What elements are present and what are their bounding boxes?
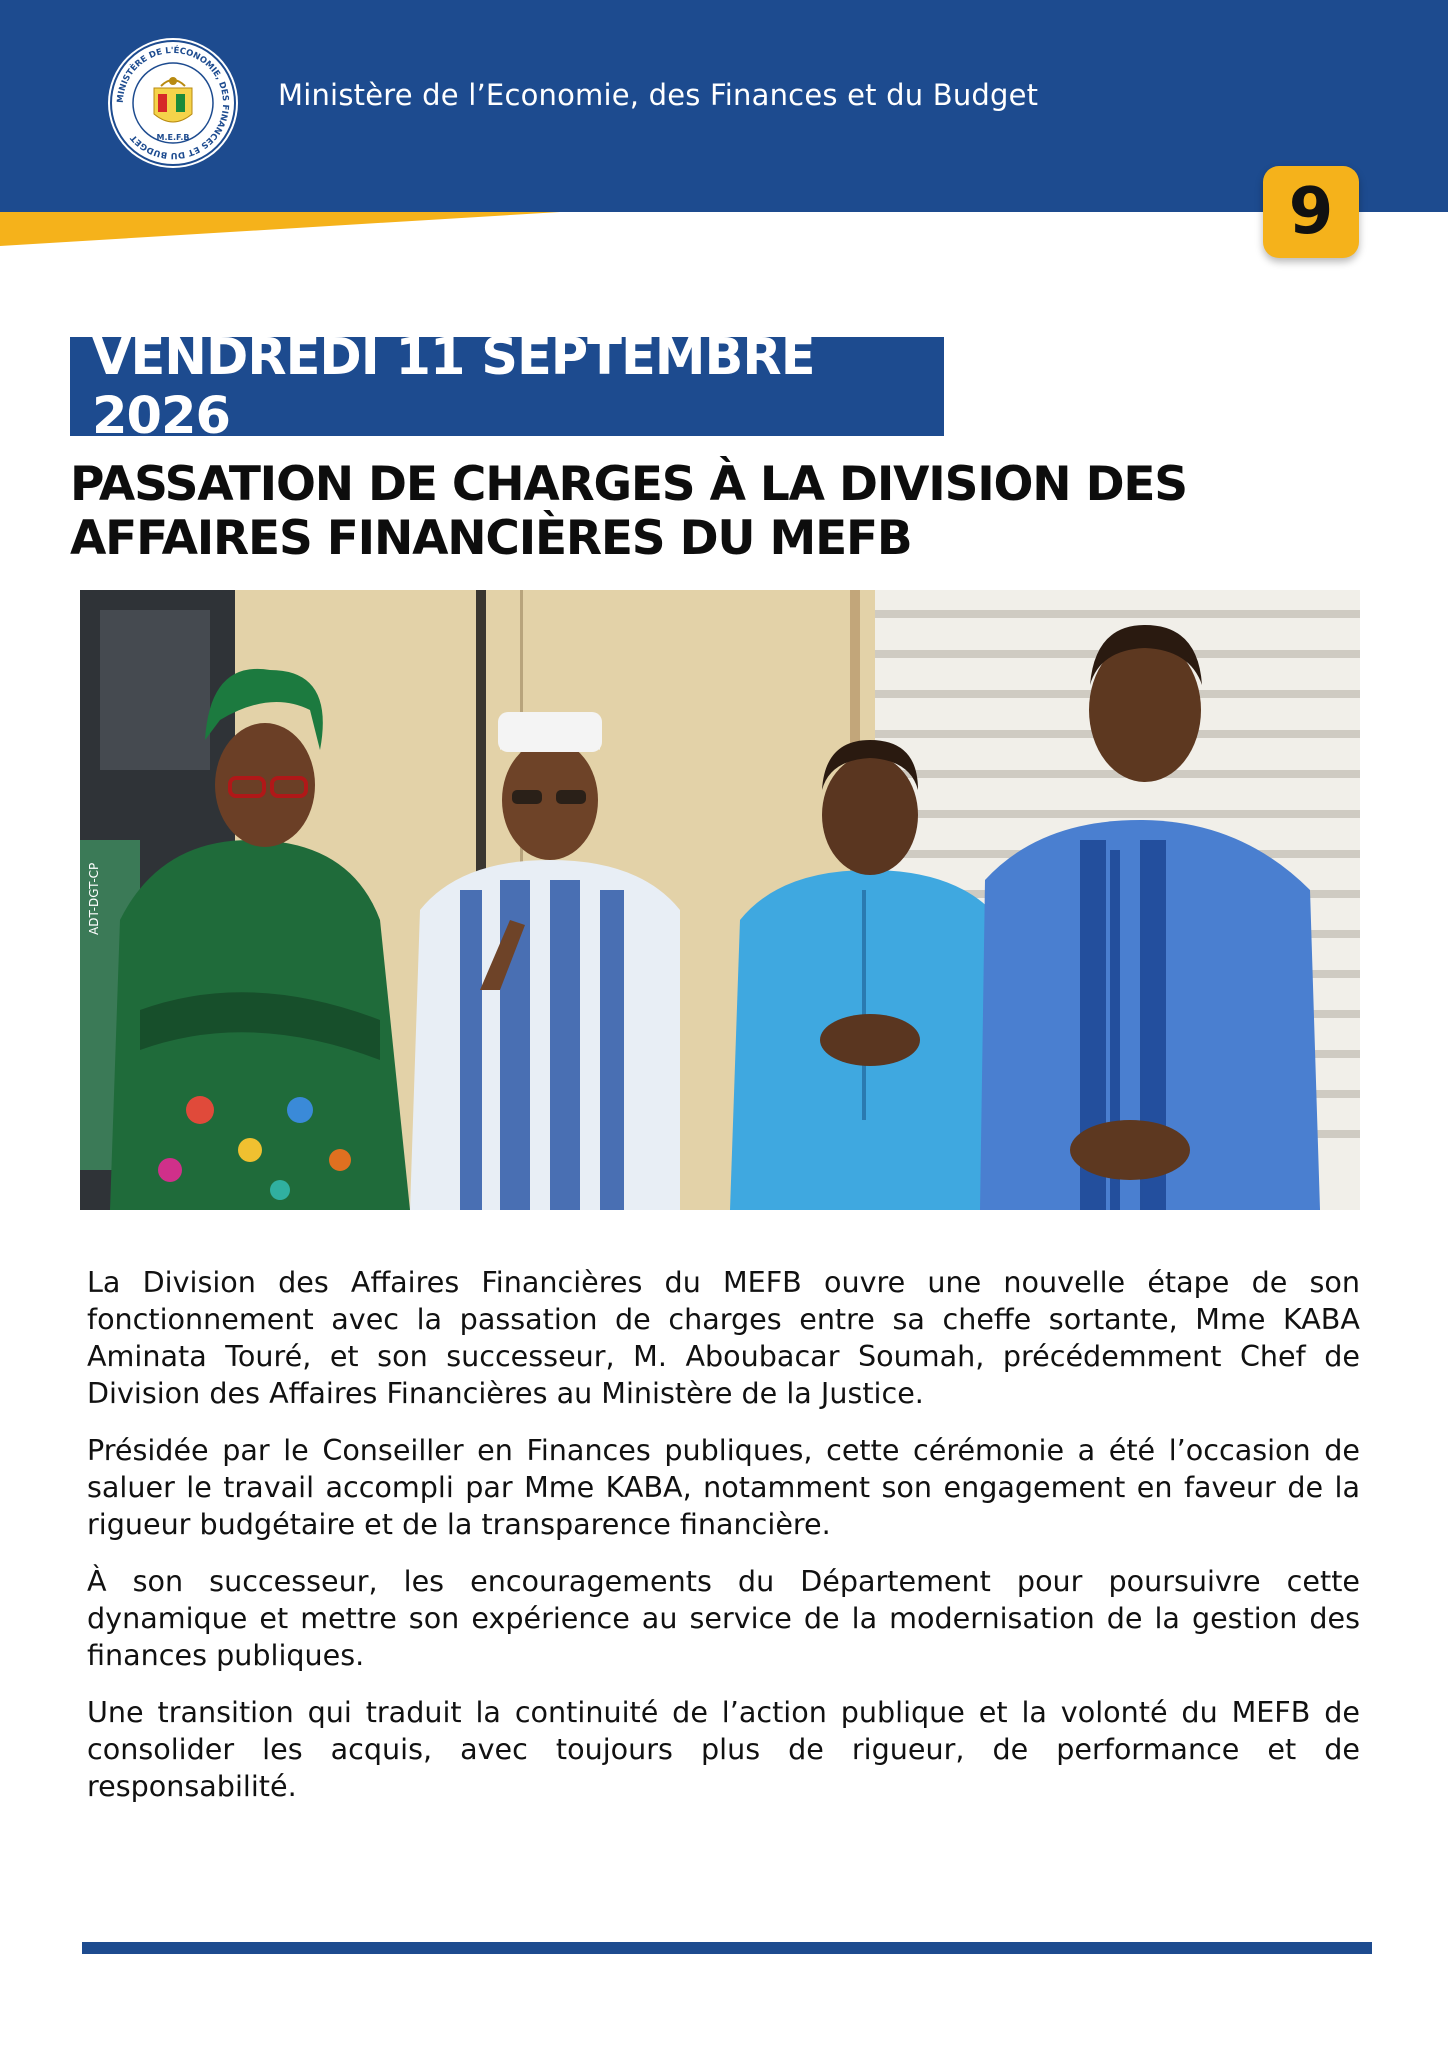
article-body bbox=[87, 1264, 1360, 1825]
paragraph: À son successeur, les encouragements du Département pour poursuivre cette dynamique et mettre son expérience au service de la modernisation de la gestion des finances publiques. bbox=[87, 1564, 1360, 1672]
paragraph: Présidée par le Conseiller en Finances publiques, cette cérémonie a été l’occasion de saluer le travail accompli par Mme KABA, notamment son engagement en faveur de la rigueur budgétaire et de la transparence financière. bbox=[87, 1433, 1360, 1541]
article-title-line-2: AFFAIRES FINANCIÈRES DU MEFB bbox=[70, 511, 912, 566]
page-header bbox=[0, 0, 1448, 212]
ministry-name: Ministère de l’Economie, des Finances et du Budget bbox=[278, 78, 1039, 112]
logo-abbrev: M.E.F.B bbox=[156, 133, 190, 142]
article-title-line-1: PASSATION DE CHARGES À LA DIVISION DES bbox=[70, 457, 1187, 512]
paragraph: La Division des Affaires Financières du MEFB ouvre une nouvelle étape de son fonctionnement avec la passation de charges entre sa cheffe sortante, Mme KABA Aminata Touré, et son successeur, M. Aboubacar Soumah, précédemment Chef de Division des Affaires Financières au Ministère de la Justice. bbox=[87, 1265, 1360, 1410]
footer-rule bbox=[82, 1942, 1372, 1954]
date-banner: VENDREDI 11 SEPTEMBRE 2026 bbox=[70, 337, 944, 436]
page-number-badge: 9 bbox=[1263, 166, 1359, 258]
paragraph: Une transition qui traduit la continuité de l’action publique et la volonté du MEFB de consolider les acquis, avec toujours plus de rigueur, de performance et de responsabilité. bbox=[87, 1695, 1360, 1803]
binder-label: ADT-DGT-CP bbox=[87, 862, 101, 935]
article-photo bbox=[80, 590, 1360, 1210]
header-accent-stripe bbox=[0, 212, 1448, 246]
logo-ring-text: MINISTÈRE DE L'ÉCONOMIE, DES FINANCES ET DU BUDGET bbox=[115, 45, 231, 161]
ministry-logo bbox=[106, 36, 240, 170]
article-title bbox=[70, 458, 1390, 566]
